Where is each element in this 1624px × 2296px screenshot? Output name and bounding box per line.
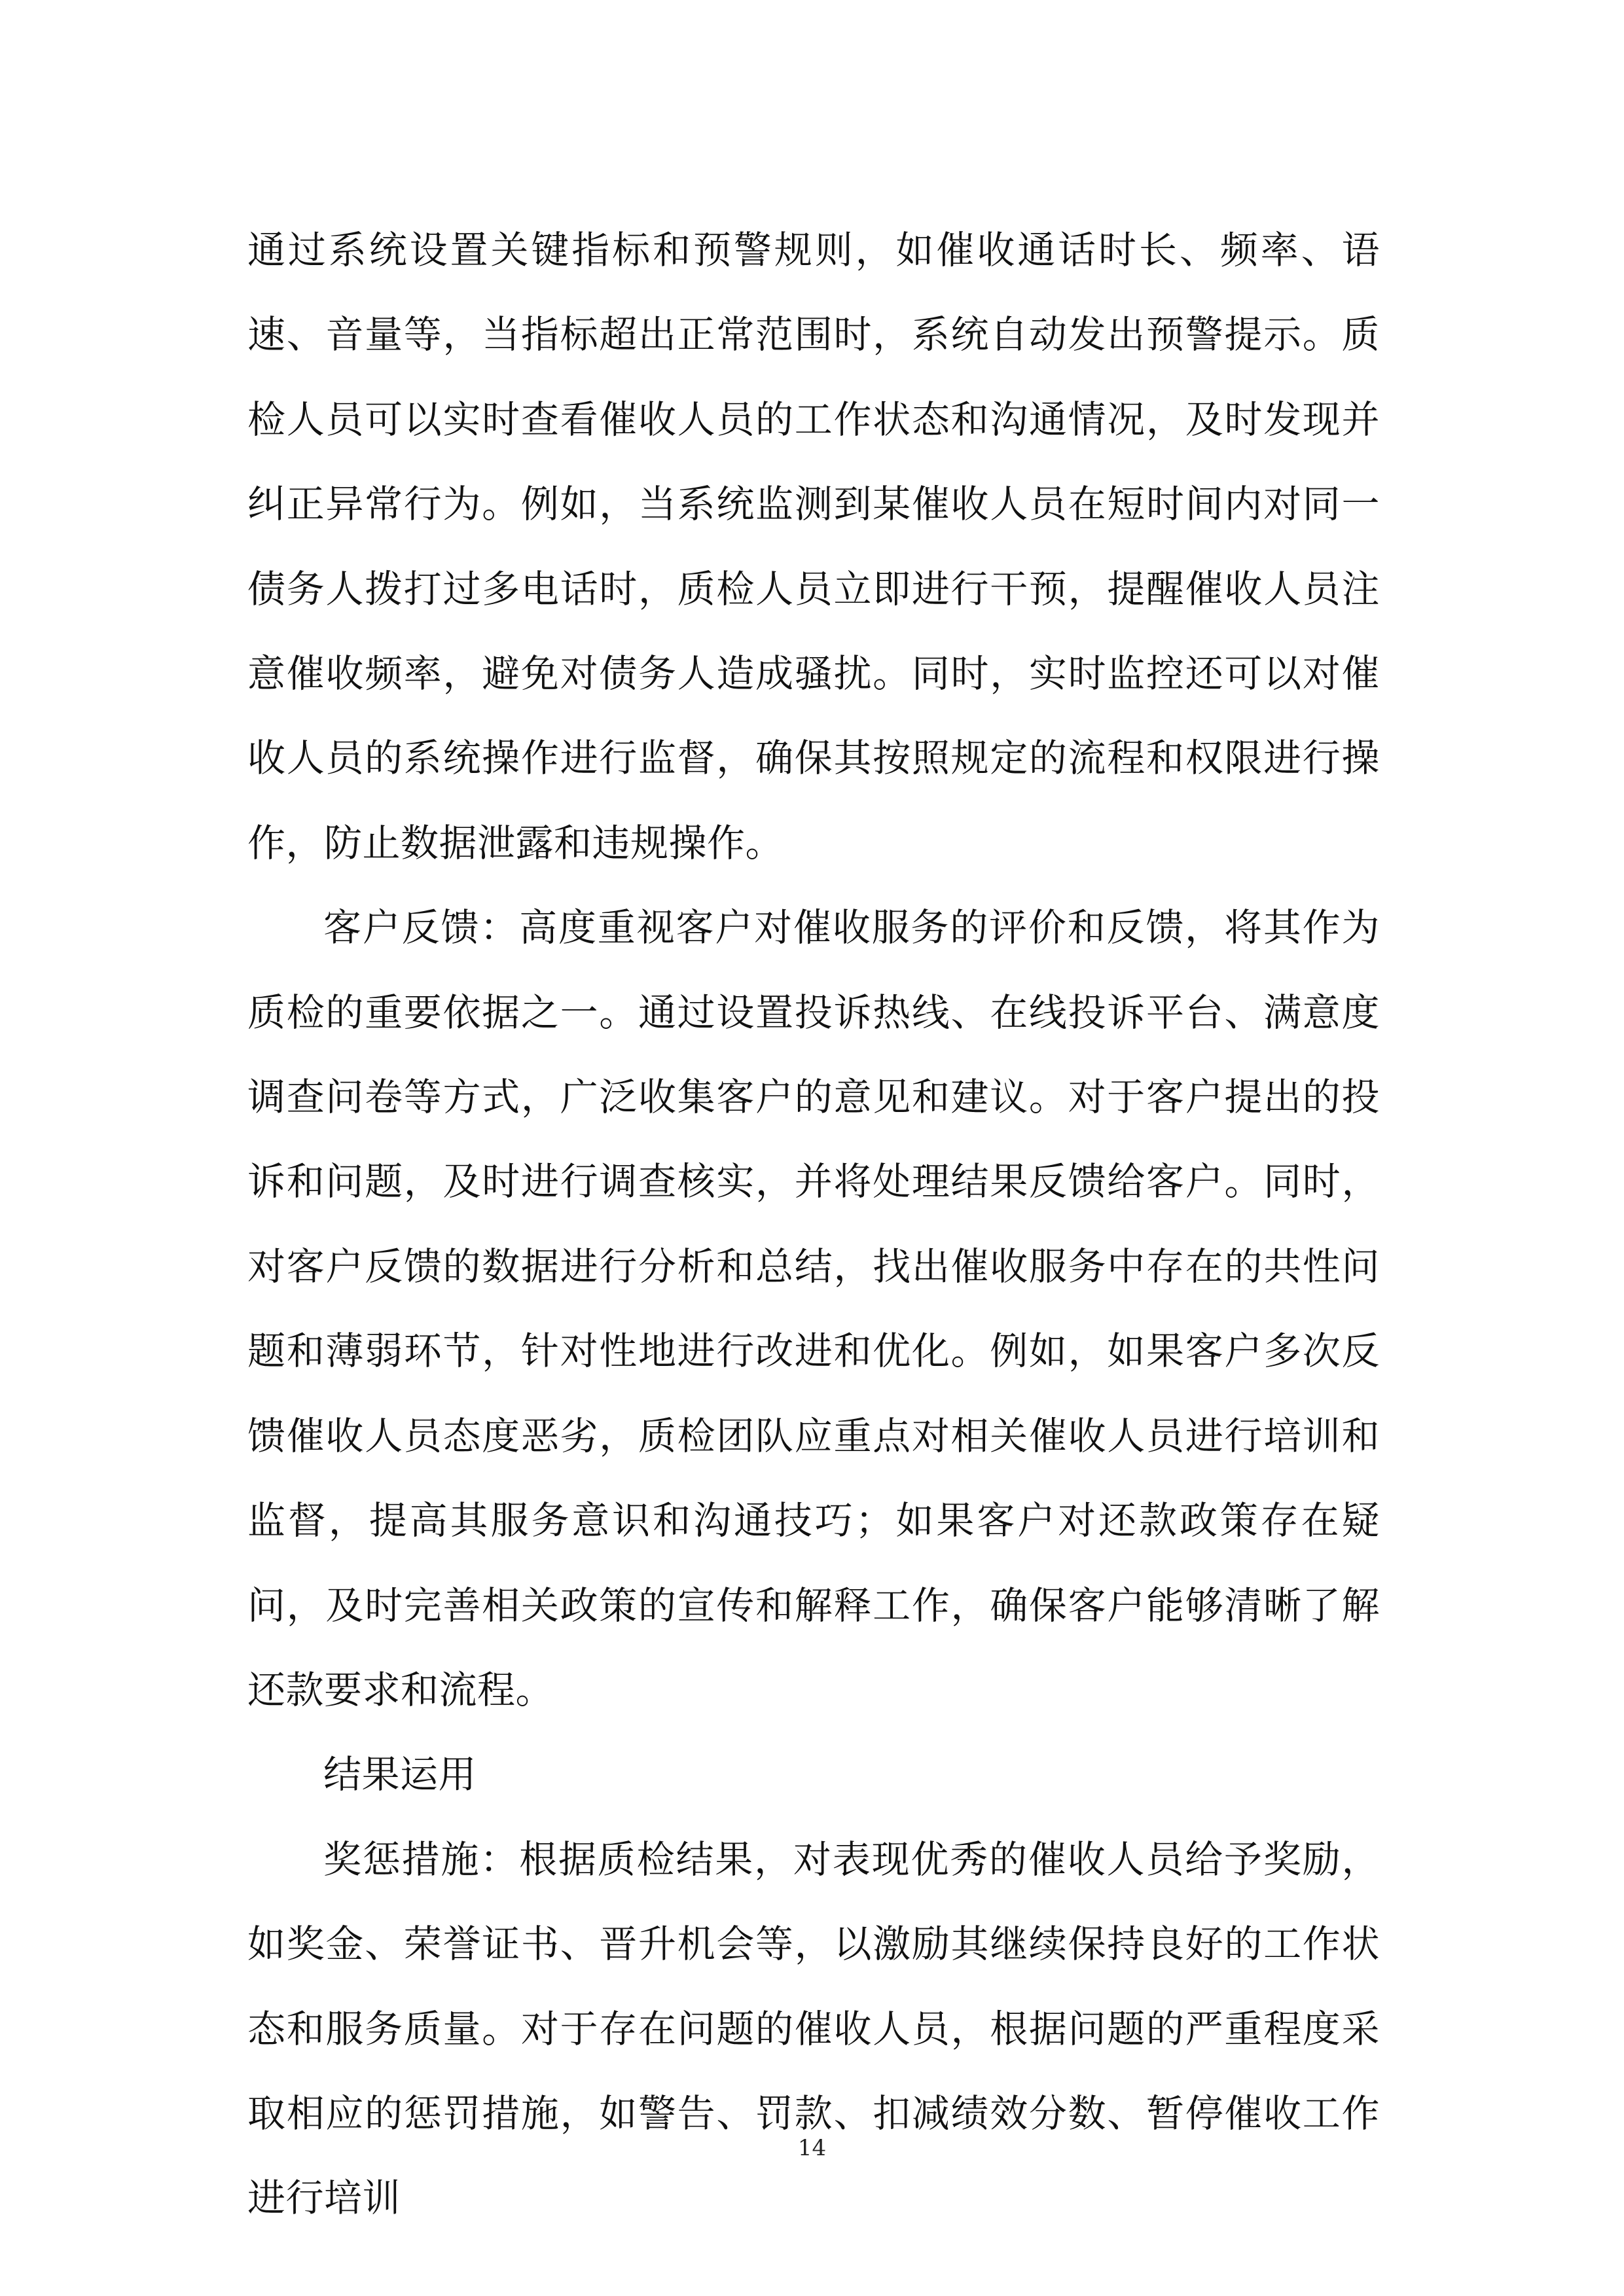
paragraph-customer-feedback: 客户反馈：高度重视客户对催收服务的评价和反馈，将其作为质检的重要依据之一。通过设置投诉热线、在线投诉平台、满意度调查问卷等方式，广泛收集客户的意见和建议。对于客户提出的投诉和问题，及时进行调查核实，并将处理结果反馈给客户。同时，对客户反馈的数据进行分析和总结，找出催收服务中存在的共性问题和薄弱环节，针对性地进行改进和优化。例如，如果客户多次反馈催收人员态度恶劣，质检团队应重点对相关催收人员进行培训和监督，提高其服务意识和沟通技巧；如果客户对还款政策存在疑问，及时完善相关政策的宣传和解释工作，确保客户能够清晰了解还款要求和流程。 — [247, 905, 1380, 1712]
paragraph-realtime-monitoring: 通过系统设置关键指标和预警规则，如催收通话时长、频率、语速、音量等，当指标超出正常范围时，系统自动发出预警提示。质检人员可以实时查看催收人员的工作状态和沟通情况，及时发现并纠正异常行为。例如，当系统监测到某催收人员在短时间内对同一债务人拨打过多电话时，质检人员立即进行干预，提醒催收人员注意催收频率，避免对债务人造成骚扰。同时，实时监控还可以对催收人员的系统操作进行监督，确保其按照规定的流程和权限进行操作，防止数据泄露和违规操作。 — [247, 228, 1380, 865]
section-heading-result-application: 结果运用 — [323, 1752, 477, 1797]
paragraph-rewards-and-penalties: 奖惩措施：根据质检结果，对表现优秀的催收人员给予奖励，如奖金、荣誉证书、晋升机会等，以激励其继续保持良好的工作状态和服务质量。对于存在问题的催收人员，根据问题的严重程度采取相应的惩罚措施，如警告、罚款、扣减绩效分数、暂停催收工作进行培训 — [247, 1837, 1380, 2221]
body-text — [247, 208, 1380, 2241]
page-number: 14 — [797, 2135, 827, 2161]
